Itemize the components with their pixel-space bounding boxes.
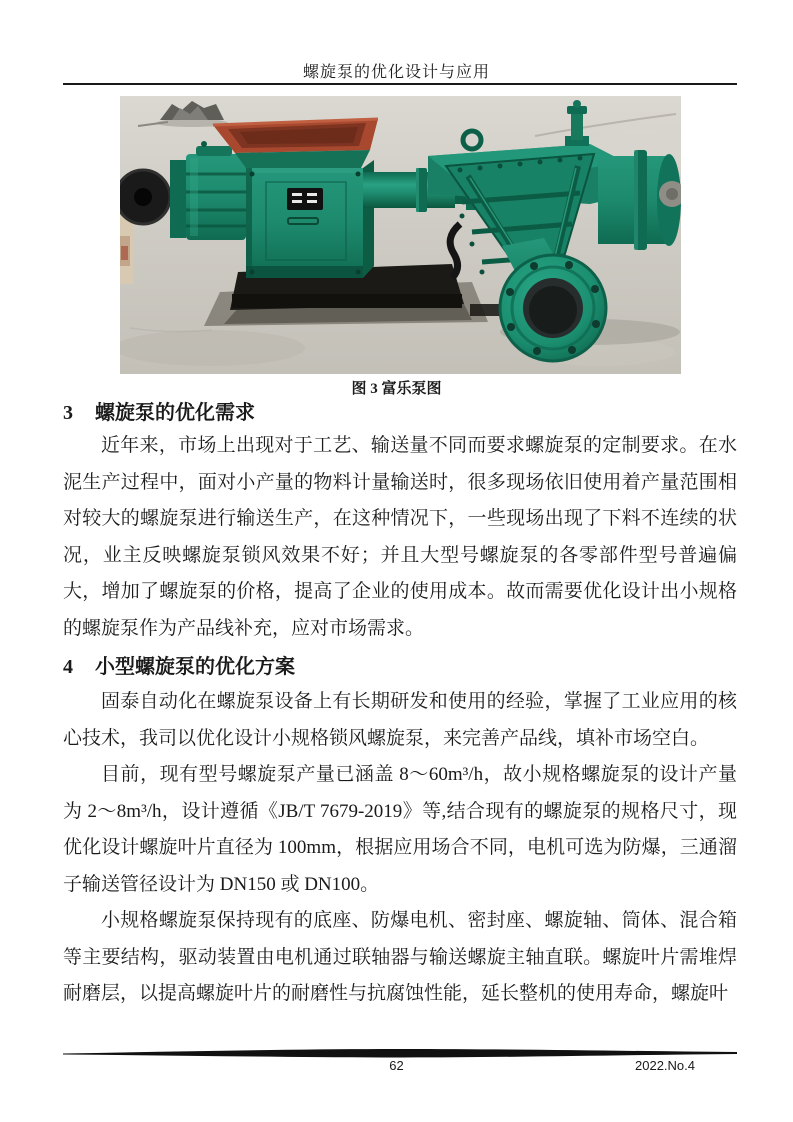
section-3-paragraph-1: 近年来，市场上出现对于工艺、输送量不同而要求螺旋泵的定制要求。在水泥生产过程中，面对小产量的物料计量输送时，很多现场依旧使用着产量范围相对较大的螺旋泵进行输送生产，在这种情况下，一些现场出现了下料不连续的状况，业主反映螺旋泵锁风效果不好；并且大型号螺旋泵的各零部件型号普遍偏大，增加了螺旋泵的价格，提高了企业的使用成本。故而需要优化设计出小规格的螺旋泵作为产品线补充，应对市场需求。 bbox=[63, 435, 737, 639]
gearbox-housing bbox=[246, 160, 374, 278]
section-3-title: 螺旋泵的优化需求 bbox=[95, 402, 255, 424]
issue-label: 2022.No.4 bbox=[635, 1058, 695, 1073]
header-rule bbox=[63, 83, 737, 85]
section-4-paragraph-1: 固泰自动化在螺旋泵设备上有长期研发和使用的经验，掌握了工业应用的核心技术，我司以优化设计小规格锁风螺旋泵，来完善产品线，填补市场空白。 bbox=[63, 691, 737, 749]
section-4-title: 小型螺旋泵的优化方案 bbox=[95, 656, 295, 678]
section-3-heading bbox=[63, 396, 737, 425]
figure-caption: 图 3 富乐泵图 bbox=[351, 381, 442, 397]
section-4-heading bbox=[63, 650, 737, 679]
nameplate bbox=[287, 188, 323, 210]
pump-photo-illustration bbox=[120, 96, 681, 374]
page-number: 62 bbox=[389, 1058, 404, 1073]
section-4-number: 4 bbox=[63, 656, 73, 678]
pump-photo-figure bbox=[120, 96, 681, 374]
running-title: 螺旋泵的优化设计与应用 bbox=[302, 64, 490, 81]
discharge-flange bbox=[500, 255, 606, 361]
section-3-number: 3 bbox=[63, 402, 73, 424]
rear-drum bbox=[598, 150, 681, 250]
section-4-paragraph-3: 小规格螺旋泵保持现有的底座、防爆电机、密封座、螺旋轴、筒体、混合箱等主要结构，驱动装置由电机通过联轴器与输送螺旋主轴直联。螺旋叶片需堆焊耐磨层，以提高螺旋叶片的耐磨性与抗腐蚀性能，延长整机的使用寿命，螺旋叶 bbox=[63, 910, 737, 1005]
section-4-paragraph-2: 目前，现有型号螺旋泵产量已涵盖 8～60m³/h，故小规格螺旋泵的设计产量为 2～8m³/h，设计遵循《JB/T 7679-2019》等,结合现有的螺旋泵的规格尺寸，现优化设计螺旋叶片直径为 100mm，根据应用场合不同，电机可选为防爆，三通溜子输送管径设计为 DN150 或 DN100。 bbox=[63, 764, 737, 895]
